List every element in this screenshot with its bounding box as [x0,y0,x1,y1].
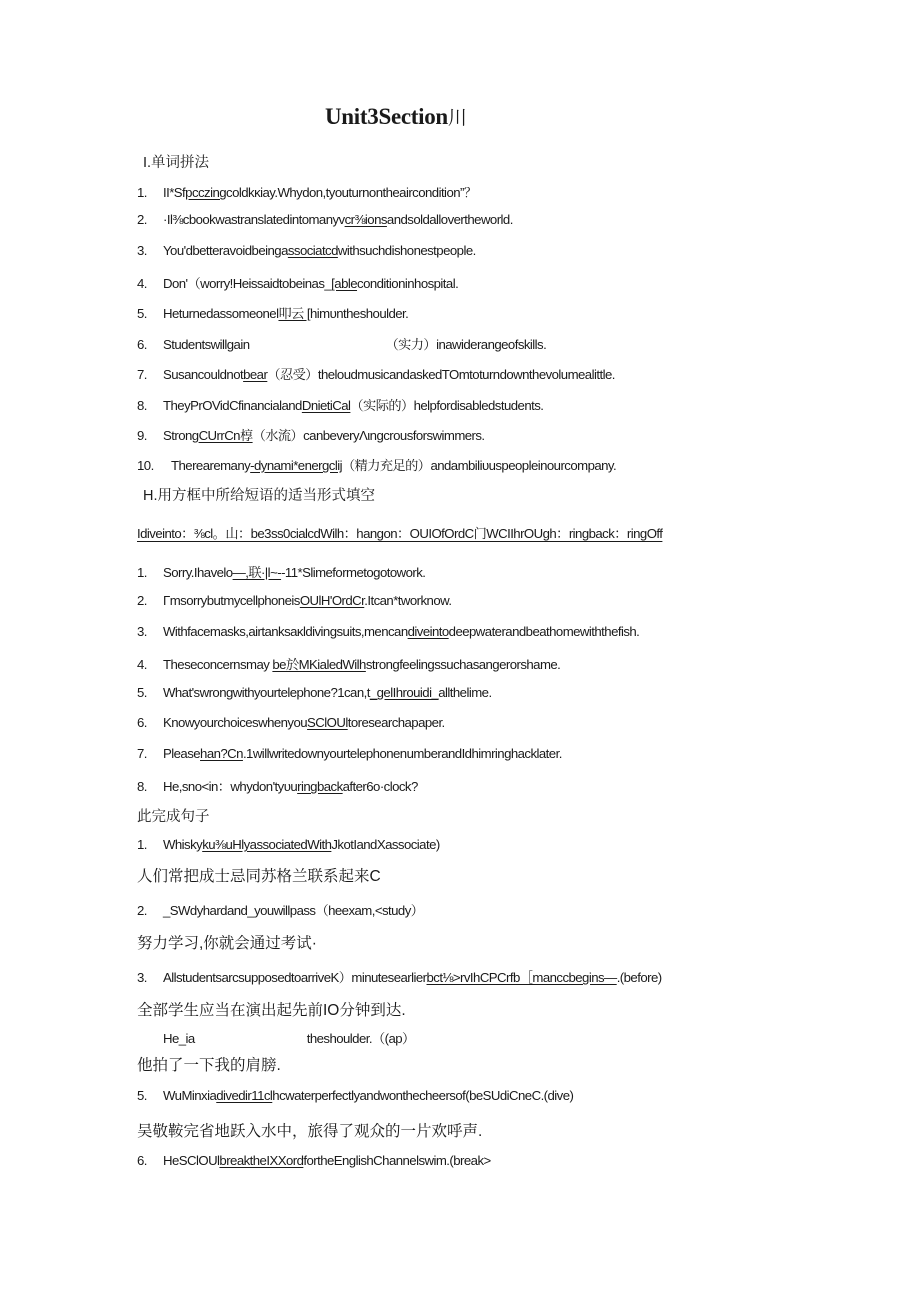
section1-heading: I.单词拼法 [143,155,210,171]
answer: pcczing [185,185,227,200]
s2-item-3: 3. Withfacemasks,airtanksaκldivingsuits,mencandiveintodeepwaterandbeathomewiththefish. [137,624,640,639]
answer: ringback [297,779,343,794]
answer: cr⅜ions [344,212,387,227]
answer: 叩云 [ [278,306,310,321]
s2-item-8: 8. He,sno<in：whydon'tyυuringbackafter6o·clock? [137,779,418,794]
title-tail: 川 [447,107,467,129]
answer: —,联·|l~- [232,565,282,580]
s3-item-1: 1. Whiskyku⅜uHlyassociatedWithJkotIandXassociate) [137,837,440,852]
s1-item-1: 1. II*Sfpcczingcoldkκiay.Whydon,tyouturnontheaircondition”？ [137,185,477,200]
answer: [able [331,276,358,291]
s1-item-6: 6. Studentswillgain （实力）inawiderangeofskills. [137,337,547,352]
s1-item-3: 3. You'dbetteravoidbeingassociatcdwithsuchdishonestpeople. [137,243,476,258]
answer: ku⅜uHlyassociatedWith [202,837,332,852]
s2-item-5: 5. What'swrongwithyourtelephone?1can,t_gelIhrouidi_allthelime. [137,685,492,700]
answer: OUlH'OrdCr [299,593,365,608]
s3-item-4-translation: 他拍了一下我的肩膀. [137,1057,281,1074]
s1-item-7: 7. Susancouldnotbear（忍受）theloudmusicandaskedTOmtoturndownthevolumealittle. [137,367,615,382]
s3-item-4: He_ia theshoulder.（(ap） [163,1031,415,1046]
s1-item-4: 4. Don'（worry!Heissaidtobeinas_[ableconditioninhospital. [137,276,459,291]
answer: -dynami*energclij [250,458,342,473]
answer: CUrrCn椁 [198,428,253,443]
answer: _gelIhrouidi_ [369,685,439,700]
answer: be於MKialedWilh [272,657,366,672]
s3-item-3-translation: 全部学生应当在演出起先前IO分钟到达. [137,1002,406,1019]
s3-item-2-translation: 努力学习,你就会通过考试· [137,935,317,952]
answer: DnietiCal [301,398,351,413]
answer: ssociatcd [287,243,338,258]
s3-item-1-translation: 人们常把成士忌同苏格兰联系起来C [137,868,381,885]
s1-item-5: 5. Heturnedassomeonel叩云 [himυntheshoulder. [137,306,409,321]
s2-item-2: 2. ΓmsorrybutmycellphoneisOUlH'OrdCr.Itcan*tworknow. [137,593,452,608]
phrase-box: Idiveinto：⅜cl。山：be3ss0cialcdWilh：hangon：OUIOfOrdC门WCIIhrOUgh：ringback：ringOff [137,526,663,541]
s1-item-2: 2. ·Il⅜cbookwastranslatedintomanyvcr⅜ionsandsoldallovertheworld. [137,212,513,227]
s2-item-4: 4. Theseconcernsmay be於MKialedWilhstrongfeelingssuchasangerorshame. [137,657,561,672]
s3-item-5: 5. WuMinxiadivedir11clhcwaterperfectlyandwonthecheersof(beSUdiCneC.(dive) [137,1088,574,1103]
s3-item-3: 3. AllstudentsarcsupposedtoarriveK）minutesearlierbct⅛>rvIhCPCrfb［manccbegins—.(before) [137,970,662,985]
answer: breaktheIXXord [219,1153,304,1168]
answer: SClOUl [307,715,348,730]
answer: bct⅛>rvIhCPCrfb［manccbegins— [426,970,617,985]
answer: bear [243,367,268,382]
page-title [325,103,467,130]
s1-item-9: 9. StrongCUrrCn椁（水流）canbeveryΛιngcrousforswimmers. [137,428,485,443]
section2-heading: H.用方框中所给短语的适当形式填空 [143,488,375,504]
s2-item-7: 7. Pleasehan?Cn.1willwritedownyourtelephonenumberandIdhimringhacklater. [137,746,562,761]
answer: han?Cn [200,746,243,761]
s3-item-2: 2. _SWdyhardand_youwillpass（heexam,<study） [137,903,424,918]
answer: divedir11cl [216,1088,273,1103]
title-main: Unit3Section [325,104,448,129]
s3-item-5-translation: 吴敬鞍完省地跃入水中，旅得了观众的一片欢呼声. [137,1123,483,1140]
s2-item-6: 6. KnowyourchoiceswhenyouSClOUltoresearchapaper. [137,715,445,730]
answer: diveinto [407,624,449,639]
s1-item-10: 10. Therearemany-dynami*energclij（精力充足的）andambiliυuspeopleinourcompany. [137,458,617,473]
section3-heading: 此完成句子 [137,809,210,825]
s1-item-8: 8. TheyPrOVidCfinancialandDnietiCal（实际的）helpfordisabledstudents. [137,398,544,413]
s2-item-1: 1. Sorry.Ihavelo—,联·|l~--11*Slimeformetogotowork. [137,565,426,580]
s3-item-6: 6. HeSClOUlbreaktheIXXordfortheEnglishChannelswim.(break> [137,1153,491,1168]
